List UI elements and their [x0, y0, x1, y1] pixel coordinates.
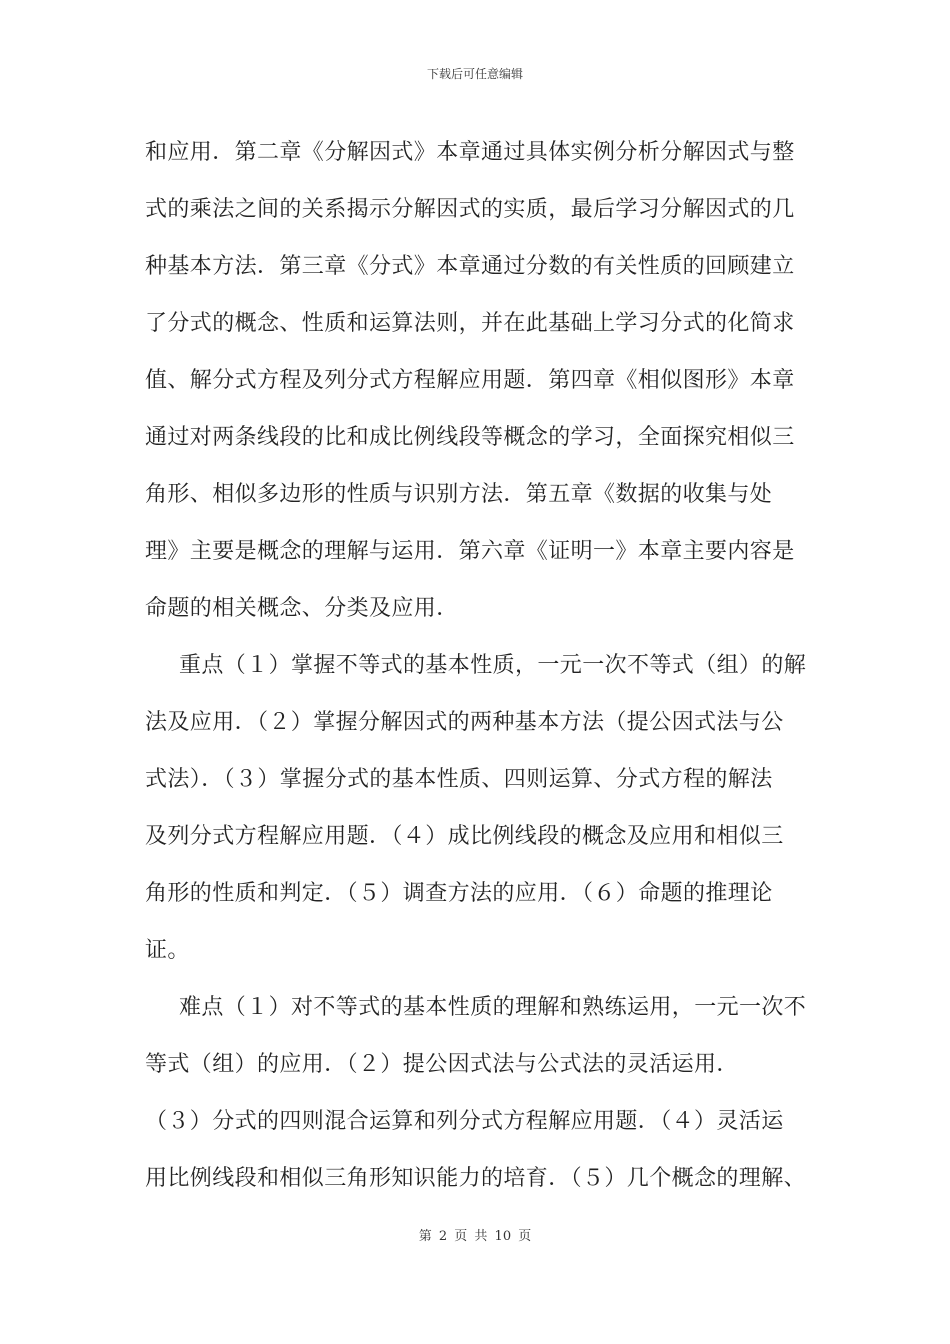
- text-line: 及列分式方程解应用题．（４）成比例线段的概念及应用和相似三: [145, 824, 784, 849]
- text-line: 了分式的概念、性质和运算法则，并在此基础上学习分式的化简求: [145, 311, 795, 336]
- text-line: 种基本方法．第三章《分式》本章通过分数的有关性质的回顾建立: [145, 254, 795, 279]
- text-line: 角形、相似多边形的性质与识别方法．第五章《数据的收集与处: [145, 482, 773, 507]
- page-number-footer: 第 2 页 共 10 页: [418, 1229, 532, 1244]
- text-line: 通过对两条线段的比和成比例线段等概念的学习，全面探究相似三: [145, 425, 795, 450]
- text-line: 法及应用．（２）掌握分解因式的两种基本方法（提公因式法与公: [145, 710, 784, 735]
- text-line: 证。: [145, 938, 190, 963]
- text-line: 角形的性质和判定．（５）调查方法的应用．（６）命题的推理论: [145, 881, 773, 906]
- text-line: 理》主要是概念的理解与运用．第六章《证明一》本章主要内容是: [145, 539, 795, 564]
- text-line: 值、解分式方程及列分式方程解应用题．第四章《相似图形》本章: [145, 368, 795, 393]
- text-line: 等式（组）的应用．（２）提公因式法与公式法的灵活运用．: [145, 1052, 739, 1077]
- text-line: 式法）．（３）掌握分式的基本性质、四则运算、分式方程的解法: [145, 767, 773, 792]
- page-header: 下载后可任意编辑: [426, 67, 523, 81]
- text-line: 命题的相关概念、分类及应用．: [145, 596, 459, 621]
- difficulties-paragraph-start: 难点（１）对不等式的基本性质的理解和熟练运用，一元一次不: [179, 995, 807, 1020]
- document-body: [145, 124, 813, 1207]
- text-line: （３）分式的四则混合运算和列分式方程解应用题．（４）灵活运: [145, 1109, 784, 1134]
- key-points-paragraph-start: 重点（１）掌握不等式的基本性质，一元一次不等式（组）的解: [179, 653, 807, 678]
- text-line: 式的乘法之间的关系揭示分解因式的实质，最后学习分解因式的几: [145, 197, 795, 222]
- text-line: 和应用．第二章《分解因式》本章通过具体实例分析分解因式与整: [145, 140, 795, 165]
- text-line: 用比例线段和相似三角形知识能力的培育．（５）几个概念的理解、: [145, 1166, 807, 1191]
